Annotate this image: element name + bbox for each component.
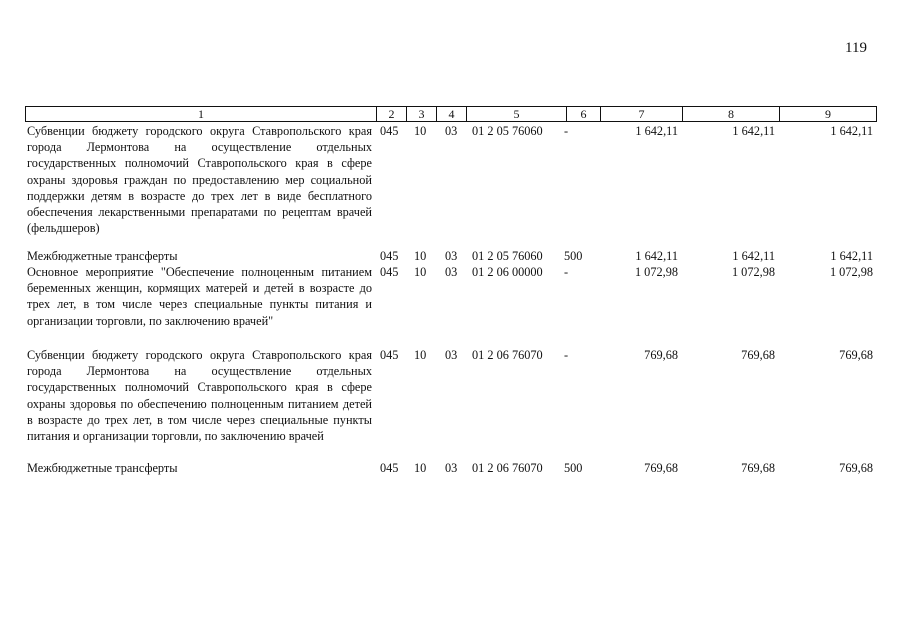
row-amount-1: 769,68 [644, 461, 678, 475]
header-cell-5: 5 [466, 106, 566, 122]
row-name: Основное мероприятие "Обеспечение полноценным питанием беременных женщин, кормящих матерей и детей в возрасте до трех лет, в том числе через специальные пункты питания и организации торговли, по заключению врачей" [27, 265, 372, 328]
page-number: 119 [845, 40, 867, 56]
row-amount-3: 1 072,98 [829, 265, 873, 279]
row-subsection: 03 [445, 124, 458, 138]
row-target-article: 01 2 05 76060 [472, 249, 543, 263]
row-amount-3: 1 642,11 [830, 124, 873, 138]
row-name: Межбюджетные трансферты [27, 249, 178, 263]
row-amount-2: 1 642,11 [732, 124, 775, 138]
row-amount-3: 769,68 [839, 348, 873, 362]
row-subsection: 03 [445, 265, 458, 279]
header-cell-6: 6 [566, 106, 600, 122]
table-row [25, 264, 876, 330]
table-row [25, 347, 876, 462]
row-expense-type: - [564, 265, 569, 279]
row-amount-1: 1 642,11 [635, 249, 678, 263]
row-subsection: 03 [445, 461, 458, 475]
header-cell-8: 8 [682, 106, 779, 122]
row-subsection: 03 [445, 249, 458, 263]
header-cell-2: 2 [376, 106, 406, 122]
row-amount-2: 1 642,11 [732, 249, 775, 263]
row-name: Субвенции бюджету городского округа Ставропольского края города Лермонтова на осуществление отдельных государственных полномочий Ставропольского края в сфере охраны здоровья граждан по предоставлению мер социальной поддержки детям в возрасте до трех лет в виде бесплатного обеспечения лекарственными препаратами по рецептам врачей (фельдшеров) [27, 124, 372, 236]
row-code-grbs: 045 [380, 124, 399, 138]
row-subsection: 03 [445, 348, 458, 362]
row-amount-1: 769,68 [644, 348, 678, 362]
row-target-article: 01 2 06 00000 [472, 265, 543, 279]
row-target-article: 01 2 05 76060 [472, 124, 543, 138]
header-cell-9: 9 [779, 106, 877, 122]
row-target-article: 01 2 06 76070 [472, 348, 543, 362]
header-cell-1: 1 [25, 106, 376, 122]
header-cell-7: 7 [600, 106, 682, 122]
header-cell-4: 4 [436, 106, 466, 122]
row-code-grbs: 045 [380, 348, 399, 362]
row-expense-type: - [564, 124, 569, 138]
row-amount-1: 1 642,11 [635, 124, 678, 138]
row-expense-type: - [564, 348, 569, 362]
row-amount-3: 1 642,11 [830, 249, 873, 263]
row-name: Субвенции бюджету городского округа Ставропольского края города Лермонтова на осуществление отдельных государственных полномочий Ставропольского края в сфере охраны здоровья по обеспечению полноценным питанием детей в возрасте до трех лет, в том числе через специальные пункты питания и организации торговли, по заключению врачей [27, 348, 372, 444]
row-target-article: 01 2 06 76070 [472, 461, 543, 475]
row-name: Межбюджетные трансферты [27, 461, 178, 475]
row-expense-type: 500 [564, 249, 583, 263]
row-section: 10 [414, 348, 427, 362]
row-section: 10 [414, 265, 427, 279]
table-row [25, 123, 876, 238]
row-amount-2: 769,68 [741, 348, 775, 362]
header-cell-3: 3 [406, 106, 436, 122]
row-expense-type: 500 [564, 461, 583, 475]
row-amount-2: 769,68 [741, 461, 775, 475]
row-code-grbs: 045 [380, 249, 399, 263]
row-amount-2: 1 072,98 [731, 265, 775, 279]
row-section: 10 [414, 461, 427, 475]
table-row [25, 248, 876, 265]
row-section: 10 [414, 124, 427, 138]
row-code-grbs: 045 [380, 265, 399, 279]
row-code-grbs: 045 [380, 461, 399, 475]
table-row [25, 460, 876, 477]
row-amount-1: 1 072,98 [634, 265, 678, 279]
row-amount-3: 769,68 [839, 461, 873, 475]
row-section: 10 [414, 249, 427, 263]
